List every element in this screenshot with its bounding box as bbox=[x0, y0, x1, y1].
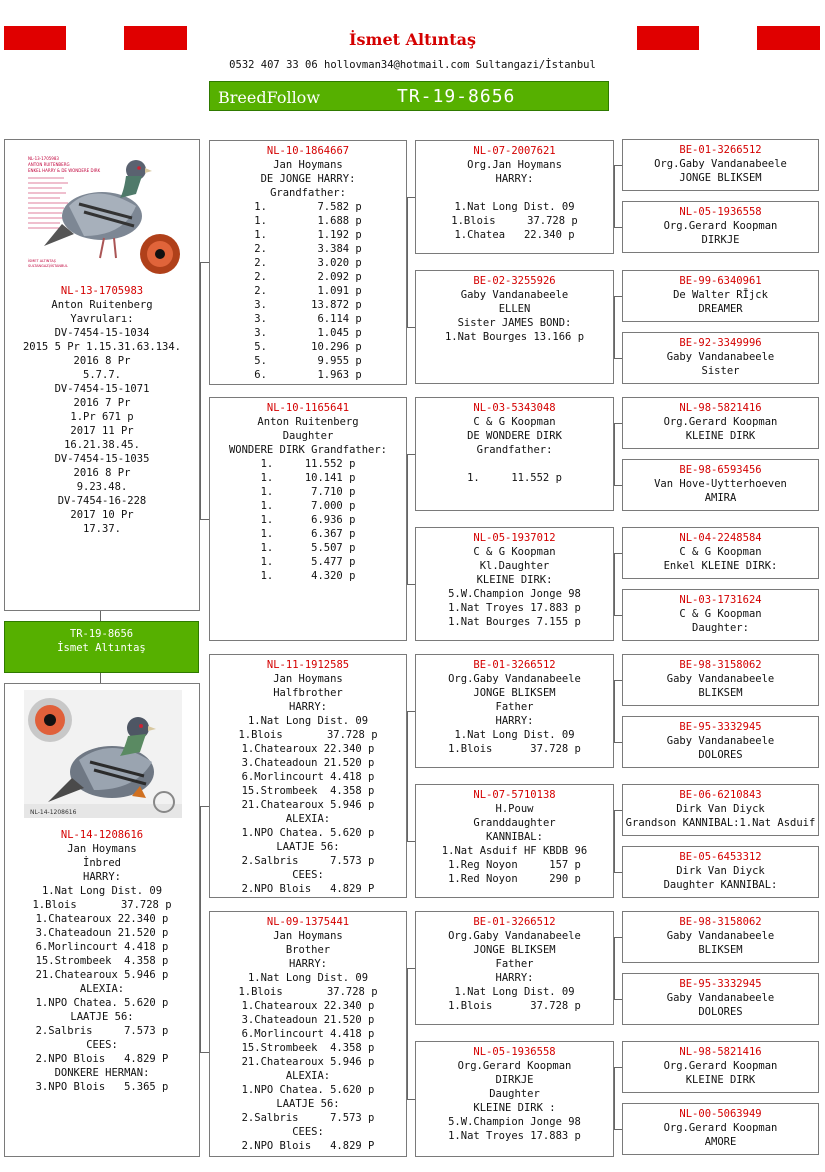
great-grandparent-card-14 bbox=[622, 973, 819, 1025]
info-line: DREAMER bbox=[698, 303, 743, 315]
info-line: 2.NPO Blois 4.829 P bbox=[241, 1140, 375, 1152]
info-line: DV-7454-15-1035 bbox=[54, 453, 150, 465]
info-line: 2016 8 Pr bbox=[73, 467, 131, 479]
info-line: 1. 11.552 p bbox=[260, 458, 356, 470]
info-line: Halfbrother bbox=[273, 687, 343, 699]
info-line: Gaby Vandanabeele bbox=[666, 930, 775, 942]
connector bbox=[614, 553, 615, 615]
info-line: Daughter bbox=[489, 1088, 540, 1100]
connector bbox=[200, 262, 209, 263]
ring-id: BE-92-3349996 bbox=[679, 337, 762, 349]
grandparent-card-8 bbox=[415, 1041, 614, 1157]
photo-caption: NL-14-1208616 bbox=[30, 809, 77, 816]
grandparent-card-4 bbox=[415, 527, 614, 641]
info-line: H.Pouw bbox=[495, 803, 534, 815]
svg-text:İSMET ALTINTAŞ: İSMET ALTINTAŞ bbox=[28, 259, 56, 263]
info-line: AMORE bbox=[704, 1136, 737, 1148]
info-line: Org.Gaby Vandanabeele bbox=[448, 673, 581, 685]
parent-card-1 bbox=[209, 140, 407, 385]
info-line: C & G Koopman bbox=[473, 546, 556, 558]
info-line: 2. 3.384 p bbox=[254, 243, 362, 255]
connector bbox=[407, 968, 415, 969]
ring-id: BE-99-6340961 bbox=[679, 275, 762, 287]
great-grandparent-card-16 bbox=[622, 1103, 819, 1155]
connector bbox=[614, 423, 615, 485]
great-grandparent-card-2 bbox=[622, 201, 819, 253]
info-line: 3. 1.045 p bbox=[254, 327, 362, 339]
info-line: DE WONDERE DIRK bbox=[467, 430, 562, 442]
info-line: 1. 7.710 p bbox=[260, 486, 356, 498]
connector bbox=[614, 680, 615, 742]
info-line: 21.Chatearoux 5.946 p bbox=[241, 799, 375, 811]
info-line: 2.NPO Blois 4.829 P bbox=[35, 1053, 169, 1065]
info-line: Gaby Vandanabeele bbox=[666, 735, 775, 747]
connector bbox=[614, 615, 622, 616]
info-line: LAATJE 56: bbox=[276, 1098, 340, 1110]
info-line: LAATJE 56: bbox=[70, 1011, 134, 1023]
info-line: 6. 1.963 p bbox=[254, 369, 362, 381]
connector bbox=[407, 1099, 415, 1100]
ring-id: BE-98-3158062 bbox=[679, 916, 762, 928]
info-line: ELLEN bbox=[498, 303, 531, 315]
info-line: 1.NPO Chatea. 5.620 p bbox=[241, 827, 375, 839]
info-line: DOLORES bbox=[698, 1006, 743, 1018]
info-line: KLEINE DIRK bbox=[685, 430, 756, 442]
connector bbox=[614, 810, 622, 811]
subject-card bbox=[4, 621, 199, 673]
info-line: 1.Nat Long Dist. 09 bbox=[247, 972, 369, 984]
info-line: 1. 5.477 p bbox=[260, 556, 356, 568]
info-line: Sister JAMES BOND: bbox=[457, 317, 572, 329]
great-grandparent-card-15 bbox=[622, 1041, 819, 1093]
ring-id: NL-05-1936558 bbox=[473, 1046, 556, 1058]
connector bbox=[200, 1052, 209, 1053]
ring-id: NL-09-1375441 bbox=[266, 916, 350, 928]
connector bbox=[100, 611, 101, 621]
info-line: 1.Nat Asduif HF KBDB 96 bbox=[441, 845, 588, 857]
info-line: 2.Salbris 7.573 p bbox=[241, 855, 375, 867]
photo-caption-3: ENKEL HARRY & DE WONDERE DIRK bbox=[28, 168, 101, 173]
info-line: Anton Ruitenberg bbox=[257, 416, 359, 428]
info-line: Dirk Van Diyck bbox=[676, 803, 765, 815]
info-line: 2.Salbris 7.573 p bbox=[241, 1112, 375, 1124]
great-grandparent-card-7 bbox=[622, 527, 819, 579]
info-line: Gaby Vandanabeele bbox=[666, 673, 775, 685]
info-line: KLEINE DIRK : bbox=[473, 1102, 556, 1114]
info-line: Van Hove-Uytterhoeven bbox=[654, 478, 787, 490]
info-line: Grandson KANNIBAL:1.Nat Asduif bbox=[625, 817, 816, 829]
ring-id: NL-98-5821416 bbox=[679, 402, 762, 414]
info-line: 3.Chateadoun 21.520 p bbox=[241, 1014, 375, 1026]
connector bbox=[407, 454, 415, 455]
info-line: 2. 1.091 p bbox=[254, 285, 362, 297]
connector bbox=[407, 197, 408, 327]
info-line: BLIKSEM bbox=[698, 687, 743, 699]
great-grandparent-card-10 bbox=[622, 716, 819, 768]
info-line: 3.Chateadoun 21.520 p bbox=[35, 927, 169, 939]
info-line: 1.Pr 671 p bbox=[70, 411, 134, 423]
ring-id: BE-98-3158062 bbox=[679, 659, 762, 671]
info-line: 15.Strombeek 4.358 p bbox=[241, 1042, 375, 1054]
great-grandparent-card-5 bbox=[622, 397, 819, 449]
ring-id: BE-02-3255926 bbox=[473, 275, 556, 287]
info-line: Granddaughter bbox=[473, 817, 556, 829]
info-line: Jan Hoymans bbox=[273, 673, 343, 685]
info-line: 3.NPO Blois 5.365 p bbox=[35, 1081, 169, 1093]
info-line: 1.Nat Bourges 7.155 p bbox=[448, 616, 581, 628]
info-line: Org.Jan Hoymans bbox=[467, 159, 562, 171]
info-line: 6.Morlincourt 4.418 p bbox=[241, 771, 375, 783]
info-line: 1.Blois 37.728 p bbox=[238, 986, 378, 998]
dam-info bbox=[5, 828, 199, 1094]
great-grandparent-card-4 bbox=[622, 332, 819, 384]
info-line: Org.Gerard Koopman bbox=[457, 1060, 572, 1072]
info-line: AMIRA bbox=[704, 492, 737, 504]
info-line: Sister bbox=[701, 365, 740, 377]
info-line: Anton Ruitenberg bbox=[51, 299, 153, 311]
info-line: DIRKJE bbox=[495, 1074, 534, 1086]
info-line: 1.Blois 37.728 p bbox=[448, 743, 581, 755]
connector bbox=[614, 358, 622, 359]
ring-id: BE-01-3266512 bbox=[473, 659, 556, 671]
info-line: C & G Koopman bbox=[473, 416, 556, 428]
info-line: C & G Koopman bbox=[679, 608, 762, 620]
info-line: 2015 5 Pr 1.15.31.63.134. bbox=[22, 341, 182, 353]
info-line: CEES: bbox=[292, 1126, 324, 1138]
info-line: Daughter bbox=[282, 430, 334, 442]
ring-id: BE-05-6453312 bbox=[679, 851, 762, 863]
info-line: Grandfather: bbox=[476, 444, 553, 456]
connector bbox=[614, 423, 622, 424]
info-line: 2.Salbris 7.573 p bbox=[35, 1025, 169, 1037]
sire-id: NL-13-1705983 bbox=[60, 285, 144, 297]
info-line: 1.Chatearoux 22.340 p bbox=[35, 913, 169, 925]
info-line: 2. 2.092 p bbox=[254, 271, 362, 283]
info-line: KLEINE DIRK bbox=[685, 1074, 756, 1086]
info-line: 1.NPO Chatea. 5.620 p bbox=[35, 997, 169, 1009]
info-line: Jan Hoymans bbox=[273, 930, 343, 942]
info-line: 1.Blois 37.728 p bbox=[451, 215, 578, 227]
great-grandparent-card-12 bbox=[622, 846, 819, 898]
ring-id: NL-03-1731624 bbox=[679, 594, 762, 606]
info-line: 1.Nat Long Dist. 09 bbox=[41, 885, 163, 897]
subject-owner: İsmet Altıntaş bbox=[57, 642, 146, 654]
info-line: 9.23.48. bbox=[76, 481, 128, 493]
photo-caption-1: NL-13-1705983 bbox=[28, 156, 59, 161]
connector bbox=[614, 1067, 615, 1129]
connector bbox=[614, 296, 622, 297]
grandparent-card-5 bbox=[415, 654, 614, 768]
dam-lines bbox=[5, 842, 199, 1094]
info-line: Yavruları: bbox=[70, 313, 134, 325]
info-line: 5.W.Champion Jonge 98 bbox=[448, 588, 581, 600]
connector bbox=[614, 937, 622, 938]
info-line: Org.Gaby Vandanabeele bbox=[448, 930, 581, 942]
info-line: Gaby Vandanabeele bbox=[666, 992, 775, 1004]
info-line: 15.Strombeek 4.358 p bbox=[35, 955, 169, 967]
info-line: Grandfather: bbox=[270, 187, 346, 199]
ring-id: BE-01-3266512 bbox=[679, 144, 762, 156]
info-line: Daughter KANNIBAL: bbox=[663, 879, 778, 891]
info-line: 1. 7.000 p bbox=[260, 500, 356, 512]
info-line: 5.W.Champion Jonge 98 bbox=[448, 1116, 581, 1128]
connector bbox=[614, 553, 622, 554]
info-line: 2017 10 Pr bbox=[70, 509, 134, 521]
info-line: 1. 1.192 p bbox=[254, 229, 362, 241]
info-line: 1.Nat Long Dist. 09 bbox=[454, 201, 575, 213]
info-line bbox=[416, 457, 613, 471]
ring-id: NL-07-2007621 bbox=[473, 145, 556, 157]
info-line: 3.Chateadoun 21.520 p bbox=[241, 757, 375, 769]
info-line: WONDERE DIRK Grandfather: bbox=[228, 444, 388, 456]
info-line: 1.Blois 37.728 p bbox=[32, 899, 172, 911]
grandparent-card-6 bbox=[415, 784, 614, 898]
info-line: Brother bbox=[285, 944, 331, 956]
subject-ring: TR-19-8656 bbox=[69, 628, 134, 640]
connector bbox=[614, 165, 615, 227]
info-line: LAATJE 56: bbox=[276, 841, 340, 853]
info-line: 2016 8 Pr bbox=[73, 355, 131, 367]
ring-id: NL-11-1912585 bbox=[266, 659, 350, 671]
info-line: Org.Gerard Koopman bbox=[663, 1060, 778, 1072]
connector bbox=[200, 806, 201, 1052]
info-line: HARRY: bbox=[495, 173, 534, 185]
ring-id: NL-07-5710138 bbox=[473, 789, 556, 801]
info-line: BLIKSEM bbox=[698, 944, 743, 956]
ring-id: NL-10-1165641 bbox=[266, 402, 350, 414]
info-line: DV-7454-15-1034 bbox=[54, 327, 150, 339]
sire-lines bbox=[5, 298, 199, 536]
info-line: 5. 9.955 p bbox=[254, 355, 362, 367]
info-line: 1.Red Noyon 290 p bbox=[448, 873, 581, 885]
connector bbox=[407, 841, 415, 842]
info-line: 6.Morlincourt 4.418 p bbox=[241, 1028, 375, 1040]
info-line: 21.Chatearoux 5.946 p bbox=[35, 969, 169, 981]
info-line: 15.Strombeek 4.358 p bbox=[241, 785, 375, 797]
info-line: Dirk Van Diyck bbox=[676, 865, 765, 877]
info-line: 21.Chatearoux 5.946 p bbox=[241, 1056, 375, 1068]
info-line: 1. 11.552 p bbox=[467, 472, 562, 484]
info-line: KLEINE DIRK: bbox=[476, 574, 553, 586]
breedfollow-bar bbox=[209, 81, 609, 111]
parent-card-4 bbox=[209, 911, 407, 1157]
info-line: DV-7454-16-228 bbox=[57, 495, 147, 507]
info-line: 5.7.7. bbox=[83, 369, 121, 381]
info-line: DV-7454-15-1071 bbox=[54, 383, 150, 395]
info-line: 1.Chatearoux 22.340 p bbox=[241, 1000, 375, 1012]
ring-id: NL-00-5063949 bbox=[679, 1108, 762, 1120]
info-line: İnbred bbox=[83, 857, 121, 869]
dam-card bbox=[4, 683, 200, 1157]
grandparent-card-3 bbox=[415, 397, 614, 511]
connector bbox=[100, 673, 101, 683]
connector bbox=[407, 711, 415, 712]
info-line: DONKERE HERMAN: bbox=[54, 1067, 150, 1079]
info-line: Org.Gaby Vandanabeele bbox=[654, 158, 787, 170]
connector bbox=[614, 1067, 622, 1068]
ring-id: BE-06-6210843 bbox=[679, 789, 762, 801]
info-line: Gaby Vandanabeele bbox=[666, 351, 775, 363]
info-line: 1.Nat Troyes 17.883 p bbox=[448, 602, 581, 614]
ring-id: BE-98-6593456 bbox=[679, 464, 762, 476]
info-line: Jan Hoymans bbox=[273, 159, 343, 171]
ring-id: BE-01-3266512 bbox=[473, 916, 556, 928]
grandparent-card-1 bbox=[415, 140, 614, 254]
grandparent-card-2 bbox=[415, 270, 614, 384]
info-line: 1.Nat Long Dist. 09 bbox=[454, 986, 575, 998]
great-grandparent-card-13 bbox=[622, 911, 819, 963]
parent-card-2 bbox=[209, 397, 407, 641]
great-grandparent-card-3 bbox=[622, 270, 819, 322]
info-line: Org.Gerard Koopman bbox=[663, 1122, 778, 1134]
info-line bbox=[416, 186, 613, 200]
info-line: 17.37. bbox=[83, 523, 121, 535]
info-line: Org.Gerard Koopman bbox=[663, 416, 778, 428]
connector bbox=[614, 296, 615, 358]
info-line: CEES: bbox=[86, 1039, 118, 1051]
connector bbox=[614, 680, 622, 681]
connector bbox=[200, 519, 209, 520]
connector bbox=[614, 1129, 622, 1130]
info-line: 2. 3.020 p bbox=[254, 257, 362, 269]
pigeon-photo-icon bbox=[24, 690, 182, 818]
info-line: Jan Hoymans bbox=[67, 843, 137, 855]
info-line: ALEXIA: bbox=[285, 813, 331, 825]
info-line: ALEXIA: bbox=[79, 983, 125, 995]
great-grandparent-card-6 bbox=[622, 459, 819, 511]
info-line: Kl.Daughter bbox=[479, 560, 550, 572]
info-line: 1. 5.507 p bbox=[260, 542, 356, 554]
connector bbox=[200, 262, 201, 519]
connector bbox=[407, 197, 415, 198]
connector bbox=[407, 454, 408, 584]
ring-id: NL-05-1936558 bbox=[679, 206, 762, 218]
ring-id: BE-95-3332945 bbox=[679, 978, 762, 990]
info-line: 1.Chatea 22.340 p bbox=[454, 229, 575, 241]
info-line: Father bbox=[495, 958, 534, 970]
info-line: JONGE BLIKSEM bbox=[473, 944, 556, 956]
info-line: 1. 4.320 p bbox=[260, 570, 356, 582]
connector bbox=[614, 999, 622, 1000]
info-line: De Walter RĪjck bbox=[673, 289, 768, 301]
grandparent-card-7 bbox=[415, 911, 614, 1025]
info-line: C & G Koopman bbox=[679, 546, 762, 558]
info-line: 1.Nat Long Dist. 09 bbox=[247, 715, 369, 727]
connector bbox=[407, 327, 415, 328]
info-line: 1. 1.688 p bbox=[254, 215, 362, 227]
connector bbox=[407, 711, 408, 841]
connector bbox=[614, 872, 622, 873]
info-line: JONGE BLIKSEM bbox=[473, 687, 556, 699]
sire-photo bbox=[24, 146, 182, 274]
brand-name: BreedFollow bbox=[218, 88, 321, 107]
sire-info bbox=[5, 284, 199, 536]
info-line: 1.Chatearoux 22.340 p bbox=[241, 743, 375, 755]
info-line: DE JONGE HARRY: bbox=[260, 173, 356, 185]
info-line: 1.Nat Bourges 13.166 p bbox=[444, 331, 585, 343]
great-grandparent-card-1 bbox=[622, 139, 819, 191]
info-line: 1.Reg Noyon 157 p bbox=[448, 859, 581, 871]
info-line: 2016 7 Pr bbox=[73, 397, 131, 409]
ring-id: NL-03-5343048 bbox=[473, 402, 556, 414]
contact-line: 0532 407 33 06 hollovman34@hotmail.com Sultangazi/İstanbul bbox=[229, 59, 596, 71]
photo-caption-2: ANTON RUITENBERG bbox=[28, 162, 70, 167]
great-grandparent-card-9 bbox=[622, 654, 819, 706]
info-line: 1.NPO Chatea. 5.620 p bbox=[241, 1084, 375, 1096]
connector bbox=[614, 485, 622, 486]
info-line: Father bbox=[495, 701, 534, 713]
info-line: DOLORES bbox=[698, 749, 743, 761]
info-line: Org.Gerard Koopman bbox=[663, 220, 778, 232]
info-line: 16.21.38.45. bbox=[64, 439, 140, 451]
connector bbox=[614, 810, 615, 872]
info-line: 2.NPO Blois 4.829 P bbox=[241, 883, 375, 895]
connector bbox=[614, 937, 615, 999]
connector bbox=[200, 806, 209, 807]
info-line: 3. 13.872 p bbox=[254, 299, 362, 311]
info-line: 1. 6.367 p bbox=[260, 528, 356, 540]
info-line: Gaby Vandanabeele bbox=[460, 289, 569, 301]
info-line: JONGE BLIKSEM bbox=[679, 172, 762, 184]
owner-name: İsmet Altıntaş bbox=[349, 30, 476, 49]
great-grandparent-card-11 bbox=[622, 784, 819, 836]
subject-ring-number: TR-19-8656 bbox=[397, 86, 516, 107]
connector bbox=[614, 227, 622, 228]
great-grandparent-card-8 bbox=[622, 589, 819, 641]
connector bbox=[407, 584, 415, 585]
ring-id: NL-98-5821416 bbox=[679, 1046, 762, 1058]
info-line: Enkel KLEINE DIRK: bbox=[663, 560, 778, 572]
info-line: HARRY: bbox=[83, 871, 121, 883]
dam-photo bbox=[24, 690, 182, 818]
info-line: CEES: bbox=[292, 869, 324, 881]
info-line: KANNIBAL: bbox=[486, 831, 543, 843]
pigeon-photo-icon bbox=[24, 146, 182, 274]
info-line: HARRY: bbox=[289, 958, 327, 970]
connector bbox=[614, 165, 622, 166]
info-line: 5. 10.296 p bbox=[254, 341, 362, 353]
ring-id: BE-95-3332945 bbox=[679, 721, 762, 733]
info-line: 1. 6.936 p bbox=[260, 514, 356, 526]
info-line: 1. 7.582 p bbox=[254, 201, 362, 213]
info-line: 1.Blois 37.728 p bbox=[448, 1000, 581, 1012]
ring-id: NL-10-1864667 bbox=[266, 145, 350, 157]
parent-card-3 bbox=[209, 654, 407, 898]
ring-id: NL-04-2248584 bbox=[679, 532, 762, 544]
info-line: 2017 11 Pr bbox=[70, 425, 134, 437]
dam-id: NL-14-1208616 bbox=[60, 829, 144, 841]
info-line: HARRY: bbox=[289, 701, 327, 713]
ring-id: NL-05-1937012 bbox=[473, 532, 556, 544]
info-line: DIRKJE bbox=[701, 234, 740, 246]
info-line: 6.Morlincourt 4.418 p bbox=[35, 941, 169, 953]
info-line: 1.Blois 37.728 p bbox=[238, 729, 378, 741]
svg-text:SULTANGAZİ/İSTANBUL: SULTANGAZİ/İSTANBUL bbox=[28, 264, 68, 268]
connector bbox=[407, 968, 408, 1099]
info-line: Daughter: bbox=[692, 622, 749, 634]
info-line: HARRY: bbox=[495, 972, 534, 984]
info-line: 3. 6.114 p bbox=[254, 313, 362, 325]
info-line: HARRY: bbox=[495, 715, 534, 727]
info-line: 1.Nat Long Dist. 09 bbox=[454, 729, 575, 741]
info-line: 1.Nat Troyes 17.883 p bbox=[448, 1130, 581, 1142]
info-line: 1. 10.141 p bbox=[260, 472, 356, 484]
info-line: ALEXIA: bbox=[285, 1070, 331, 1082]
connector bbox=[614, 742, 622, 743]
sire-card bbox=[4, 139, 200, 611]
